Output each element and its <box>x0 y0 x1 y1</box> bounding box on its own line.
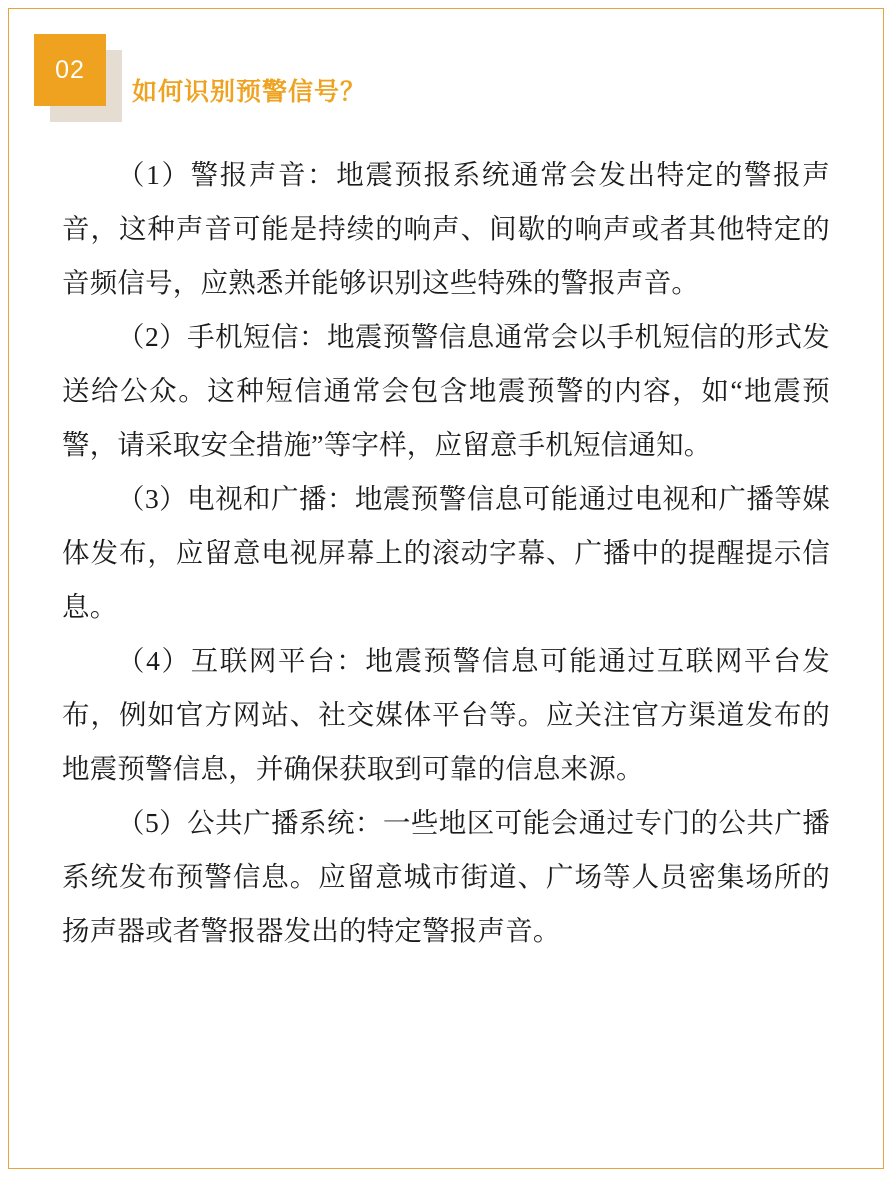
paragraph-1: （1）警报声音：地震预报系统通常会发出特定的警报声音，这种声音可能是持续的响声、间歇的响声或者其他特定的音频信号，应熟悉并能够识别这些特殊的警报声音。 <box>62 159 830 298</box>
page-title: 如何识别预警信号？ <box>132 78 367 106</box>
paragraph-3: （3）电视和广播：地震预警信息可能通过电视和广播等媒体发布，应留意电视屏幕上的滚动字幕、广播中的提醒提示信息。 <box>62 483 830 622</box>
paragraph-5: （5）公共广播系统：一些地区可能会通过专门的公共广播系统发布预警信息。应留意城市街道、广场等人员密集场所的扬声器或者警报器发出的特定警报声音。 <box>62 807 830 946</box>
section-header <box>34 34 834 120</box>
body-text <box>62 148 830 958</box>
paragraph-4: （4）互联网平台：地震预警信息可能通过互联网平台发布，例如官方网站、社交媒体平台等。应关注官方渠道发布的地震预警信息，并确保获取到可靠的信息来源。 <box>62 645 830 784</box>
paragraph-2: （2）手机短信：地震预警信息通常会以手机短信的形式发送给公众。这种短信通常会包含地震预警的内容，如“地震预警，请采取安全措施”等字样，应留意手机短信通知。 <box>62 321 830 460</box>
section-number-badge: 02 <box>34 34 106 106</box>
